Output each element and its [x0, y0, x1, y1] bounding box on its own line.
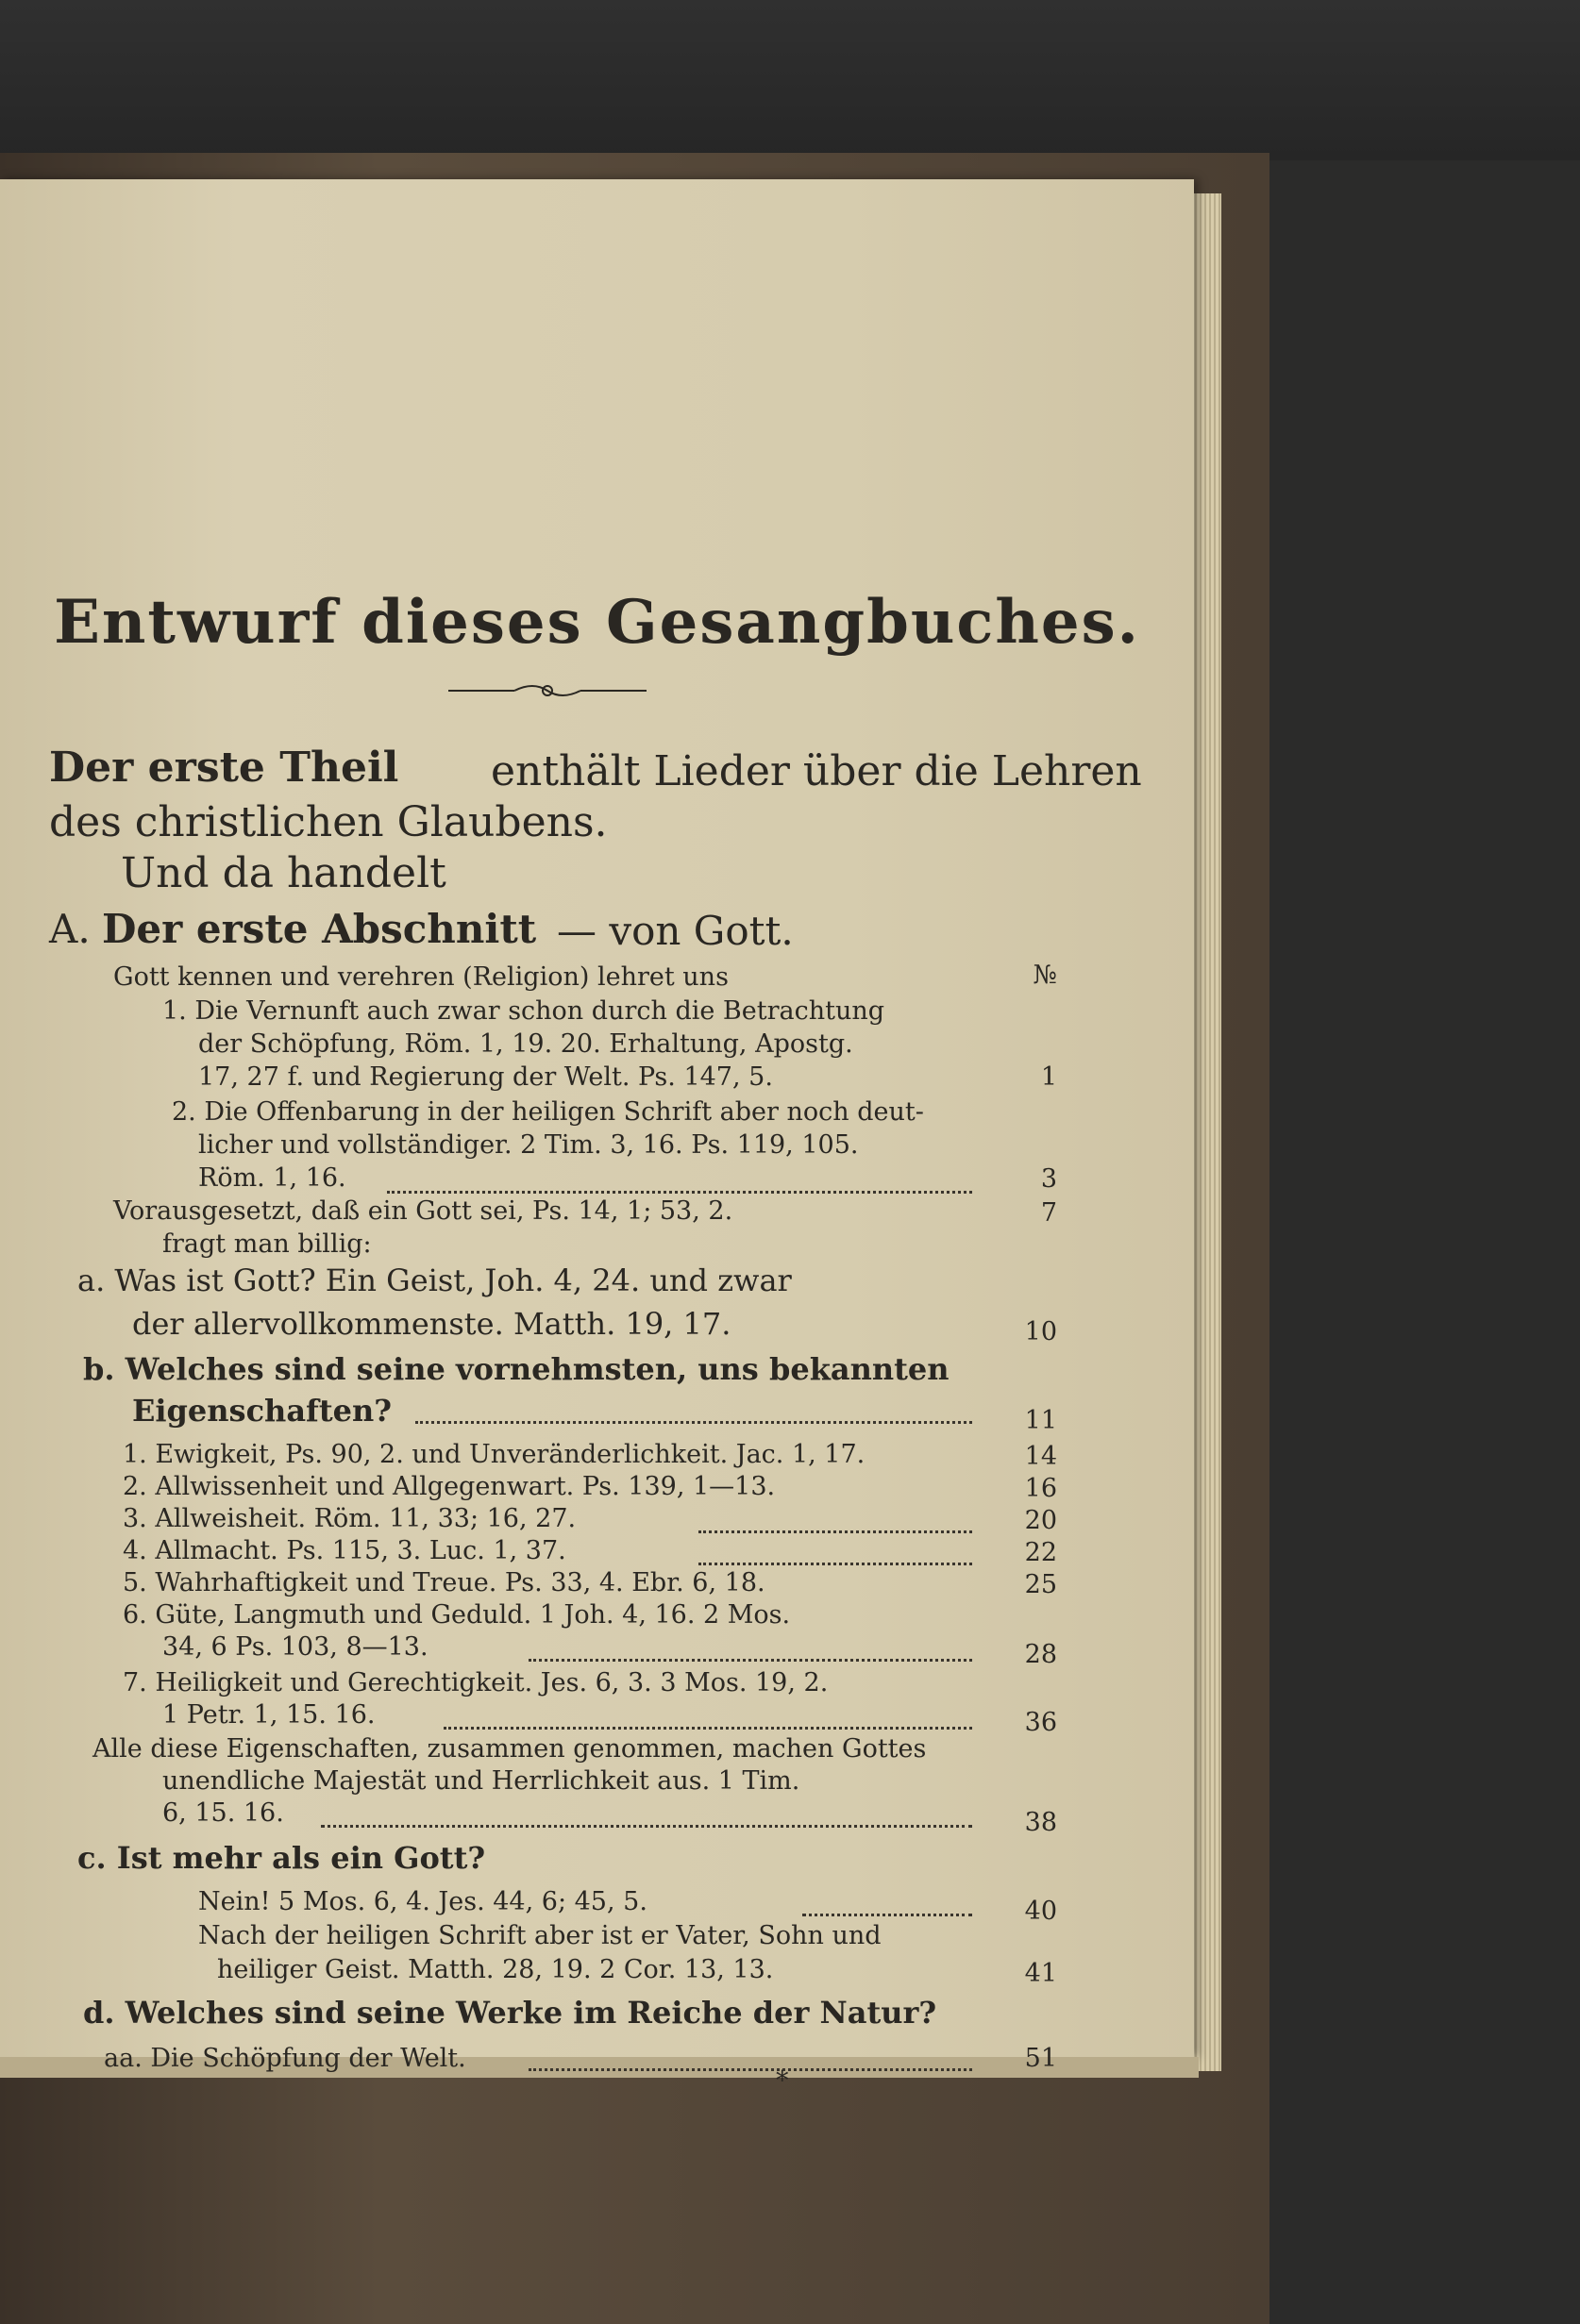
- toc-page: 51: [1024, 2044, 1057, 2073]
- leader-dots: [529, 1659, 972, 1662]
- toc-line: Vorausgesetzt, daß ein Gott sei, Ps. 14, 1; 53, 2.: [113, 1196, 733, 1226]
- leader-dots: [444, 1727, 972, 1730]
- toc-line: 34, 6 Ps. 103, 8—13.: [162, 1632, 429, 1662]
- toc-line: Nach der heiligen Schrift aber ist er Vater, Sohn und: [198, 1921, 882, 1950]
- leader-dots: [321, 1825, 972, 1828]
- toc-line: c. Ist mehr als ein Gott?: [77, 1840, 486, 1876]
- intro-line1: enthält Lieder über die Lehren: [491, 747, 1142, 795]
- toc-line: 1. Die Vernunft auch zwar schon durch die Betrachtung: [162, 996, 885, 1026]
- toc-line: 6, 15. 16.: [162, 1798, 284, 1828]
- intro-bold: Der erste Theil: [49, 744, 399, 792]
- toc-page: 20: [1024, 1506, 1057, 1535]
- toc-line: b. Welches sind seine vornehmsten, uns bekannten: [83, 1351, 950, 1387]
- intro-line3: Und da handelt: [121, 849, 446, 897]
- toc-page: 11: [1024, 1406, 1057, 1435]
- toc-line: Nein! 5 Mos. 6, 4. Jes. 44, 6; 45, 5.: [198, 1887, 647, 1916]
- toc-page: 1: [1040, 1062, 1057, 1092]
- toc-line: aa. Die Schöpfung der Welt.: [104, 2044, 466, 2073]
- toc-line: 5. Wahrhaftigkeit und Treue. Ps. 33, 4. Ebr. 6, 18.: [123, 1568, 765, 1597]
- leader-dots: [415, 1421, 972, 1424]
- section-a-letter: A.: [49, 906, 91, 952]
- toc-page: 22: [1024, 1538, 1057, 1567]
- toc-line: d. Welches sind seine Werke im Reiche der Natur?: [83, 1995, 937, 2031]
- toc-page: 40: [1024, 1897, 1057, 1926]
- leader-dots: [802, 1914, 972, 1916]
- intro-line2: des christlichen Glaubens.: [49, 798, 608, 846]
- toc-page: 25: [1024, 1570, 1057, 1599]
- toc-line: 4. Allmacht. Ps. 115, 3. Luc. 1, 37.: [123, 1536, 566, 1565]
- toc-line: a. Was ist Gott? Ein Geist, Joh. 4, 24. und zwar: [77, 1262, 792, 1298]
- toc-page: 38: [1024, 1808, 1057, 1837]
- toc-line: 1. Ewigkeit, Ps. 90, 2. und Unveränderlichkeit. Jac. 1, 17.: [123, 1440, 866, 1469]
- toc-line: fragt man billig:: [162, 1229, 372, 1259]
- toc-line: 17, 27 f. und Regierung der Welt. Ps. 147, 5.: [198, 1062, 773, 1092]
- section-a-rest: — von Gott.: [557, 908, 794, 954]
- toc-line: heiliger Geist. Matth. 28, 19. 2 Cor. 13, 13.: [217, 1955, 774, 1984]
- toc-page: 28: [1024, 1640, 1057, 1669]
- leader-dots: [387, 1191, 972, 1194]
- toc-page: 41: [1024, 1959, 1057, 1988]
- toc-line: Röm. 1, 16.: [198, 1163, 346, 1193]
- toc-page: 10: [1024, 1317, 1057, 1346]
- toc-page: 16: [1024, 1474, 1057, 1503]
- toc-line: der Schöpfung, Röm. 1, 19. 20. Erhaltung, Apostg.: [198, 1029, 853, 1059]
- page-title: Entwurf dieses Gesangbuches.: [54, 587, 1140, 658]
- toc-page: №: [1033, 961, 1057, 990]
- toc-page: 14: [1024, 1442, 1057, 1471]
- toc-page: 36: [1024, 1708, 1057, 1737]
- toc-line: 1 Petr. 1, 15. 16.: [162, 1700, 376, 1730]
- title-ornament: [448, 679, 647, 702]
- section-a-title: Der erste Abschnitt: [102, 906, 537, 952]
- toc-line: 6. Güte, Langmuth und Geduld. 1 Joh. 4, 16. 2 Mos.: [123, 1600, 791, 1630]
- toc-line: 2. Die Offenbarung in der heiligen Schrift aber noch deut-: [172, 1097, 924, 1127]
- toc-page: 3: [1040, 1164, 1057, 1194]
- toc-line: licher und vollständiger. 2 Tim. 3, 16. Ps. 119, 105.: [198, 1130, 859, 1160]
- leader-dots: [698, 1530, 972, 1533]
- toc-line: Eigenschaften?: [132, 1393, 392, 1429]
- toc-page: 7: [1040, 1198, 1057, 1228]
- leader-dots: [529, 2068, 972, 2071]
- toc-line: der allervollkommenste. Matth. 19, 17.: [132, 1306, 731, 1342]
- background: [0, 0, 1580, 160]
- toc-line: Gott kennen und verehren (Religion) lehret uns: [113, 962, 729, 992]
- footer-mark: *: [776, 2066, 789, 2096]
- toc-line: 2. Allwissenheit und Allgegenwart. Ps. 139, 1—13.: [123, 1472, 776, 1501]
- toc-line: 7. Heiligkeit und Gerechtigkeit. Jes. 6, 3. 3 Mos. 19, 2.: [123, 1668, 829, 1697]
- leader-dots: [698, 1563, 972, 1565]
- toc-line: Alle diese Eigenschaften, zusammen genommen, machen Gottes: [92, 1734, 927, 1764]
- toc-line: unendliche Majestät und Herrlichkeit aus. 1 Tim.: [162, 1766, 800, 1796]
- toc-line: 3. Allweisheit. Röm. 11, 33; 16, 27.: [123, 1504, 577, 1533]
